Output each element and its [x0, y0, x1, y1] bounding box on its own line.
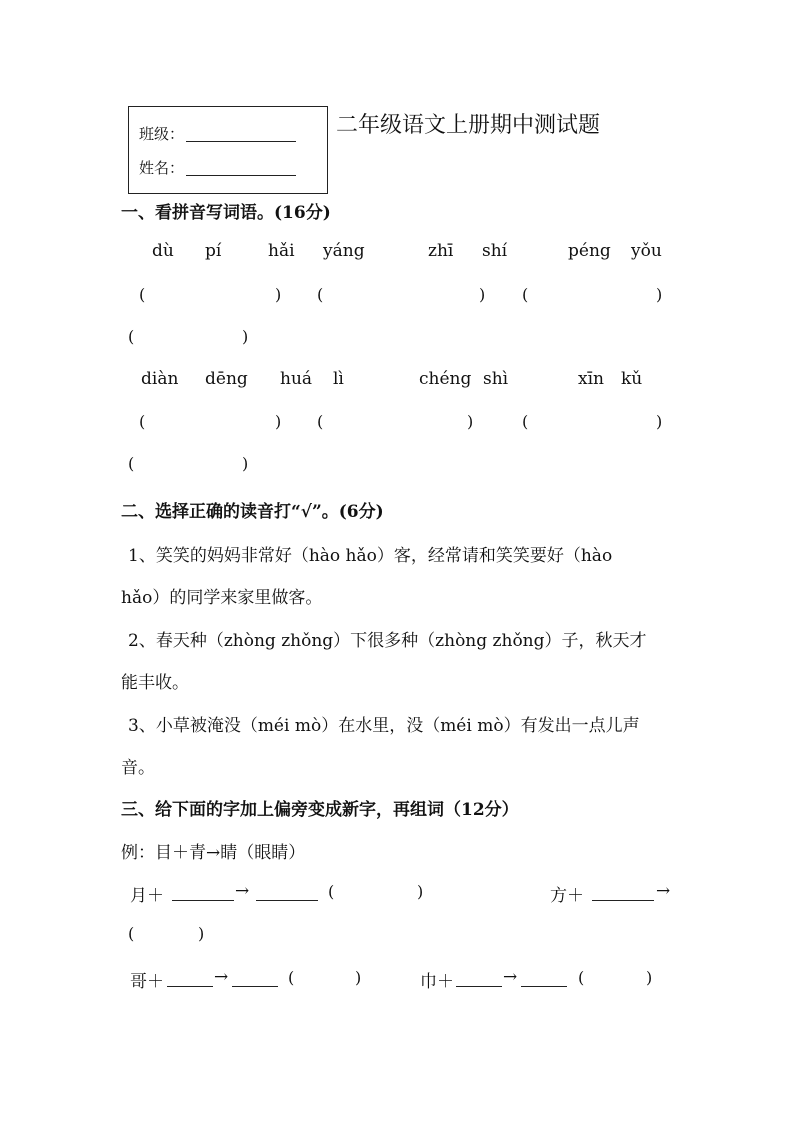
pinyin: zhī [428, 241, 454, 261]
item-2-close-paren: ) [198, 924, 205, 943]
item-2-char: 方＋ [550, 886, 584, 906]
item-2-open-paren: ( [128, 924, 135, 943]
pinyin: dù [152, 241, 174, 261]
question-1-line-2: hǎo）的同学来家里做客。 [121, 588, 323, 608]
answer-open-paren: ( [139, 285, 146, 304]
item-3-close-paren: ) [355, 968, 362, 987]
answer-close-paren: ) [242, 327, 249, 346]
section3-heading: 三、给下面的字加上偏旁变成新字，再组词（12分） [121, 800, 519, 820]
item-1-radical-blank[interactable] [172, 882, 234, 901]
item-4-radical-blank[interactable] [456, 968, 502, 987]
answer-open-paren: ( [317, 412, 324, 431]
name-blank[interactable] [186, 175, 296, 176]
item-4-close-paren: ) [646, 968, 653, 987]
item-4-newchar-blank[interactable] [521, 968, 567, 987]
pinyin: shí [482, 241, 508, 261]
pinyin: shì [483, 369, 509, 389]
item-1-close-paren: ) [417, 882, 424, 901]
example-line: 例：目＋青→睛（眼睛） [121, 843, 306, 863]
name-label: 姓名： [139, 159, 185, 177]
answer-open-paren: ( [128, 454, 135, 473]
item-3-newchar-blank[interactable] [232, 968, 278, 987]
item-4-open-paren: ( [578, 968, 585, 987]
pinyin: xīn [578, 369, 604, 389]
answer-close-paren: ) [656, 412, 663, 431]
pinyin: kǔ [621, 369, 643, 389]
pinyin: hǎi [268, 241, 295, 261]
item-1-open-paren: ( [328, 882, 335, 901]
answer-close-paren: ) [275, 285, 282, 304]
class-blank[interactable] [186, 141, 296, 142]
item-2-radical-blank[interactable] [592, 882, 654, 901]
item-1-newchar-blank[interactable] [256, 882, 318, 901]
answer-close-paren: ) [656, 285, 663, 304]
answer-open-paren: ( [522, 412, 529, 431]
answer-close-paren: ) [242, 454, 249, 473]
pinyin: pí [205, 241, 222, 261]
arrow: → [235, 881, 250, 901]
question-3-line-2: 音。 [121, 758, 155, 778]
name-field [139, 157, 296, 178]
answer-open-paren: ( [139, 412, 146, 431]
class-name-box [128, 106, 328, 194]
section2-heading: 二、选择正确的读音打“√”。(6分) [121, 502, 384, 522]
arrow: → [503, 967, 518, 987]
answer-close-paren: ) [467, 412, 474, 431]
question-2-line-2: 能丰收。 [121, 673, 189, 693]
answer-open-paren: ( [522, 285, 529, 304]
page-title: 二年级语文上册期中测试题 [336, 113, 601, 138]
pinyin: dēng [205, 369, 248, 389]
answer-close-paren: ) [275, 412, 282, 431]
answer-open-paren: ( [317, 285, 324, 304]
pinyin: yáng [323, 241, 365, 261]
pinyin: péng [568, 241, 611, 261]
section1-heading: 一、看拼音写词语。(16分) [121, 203, 331, 223]
question-3-line-1: 3、小草被淹没（méi mò）在水里，没（méi mò）有发出一点儿声 [128, 716, 640, 736]
class-label: 班级： [139, 125, 185, 143]
answer-close-paren: ) [479, 285, 486, 304]
class-field [139, 123, 296, 144]
item-4-char: 巾＋ [420, 972, 454, 992]
pinyin: huá [280, 369, 313, 389]
arrow: → [656, 881, 671, 901]
arrow: → [214, 967, 229, 987]
item-3-open-paren: ( [288, 968, 295, 987]
item-1-char: 月＋ [130, 886, 164, 906]
pinyin: diàn [141, 369, 179, 389]
question-1-line-1: 1、笑笑的妈妈非常好（hào hǎo）客，经常请和笑笑要好（hào [128, 546, 613, 566]
pinyin: chéng [419, 369, 472, 389]
item-3-char: 哥＋ [130, 972, 164, 992]
answer-open-paren: ( [128, 327, 135, 346]
question-2-line-1: 2、春天种（zhòng zhǒng）下很多种（zhòng zhǒng）子，秋天才 [128, 631, 647, 651]
item-3-radical-blank[interactable] [167, 968, 213, 987]
pinyin: yǒu [631, 241, 662, 261]
pinyin: lì [333, 369, 344, 389]
